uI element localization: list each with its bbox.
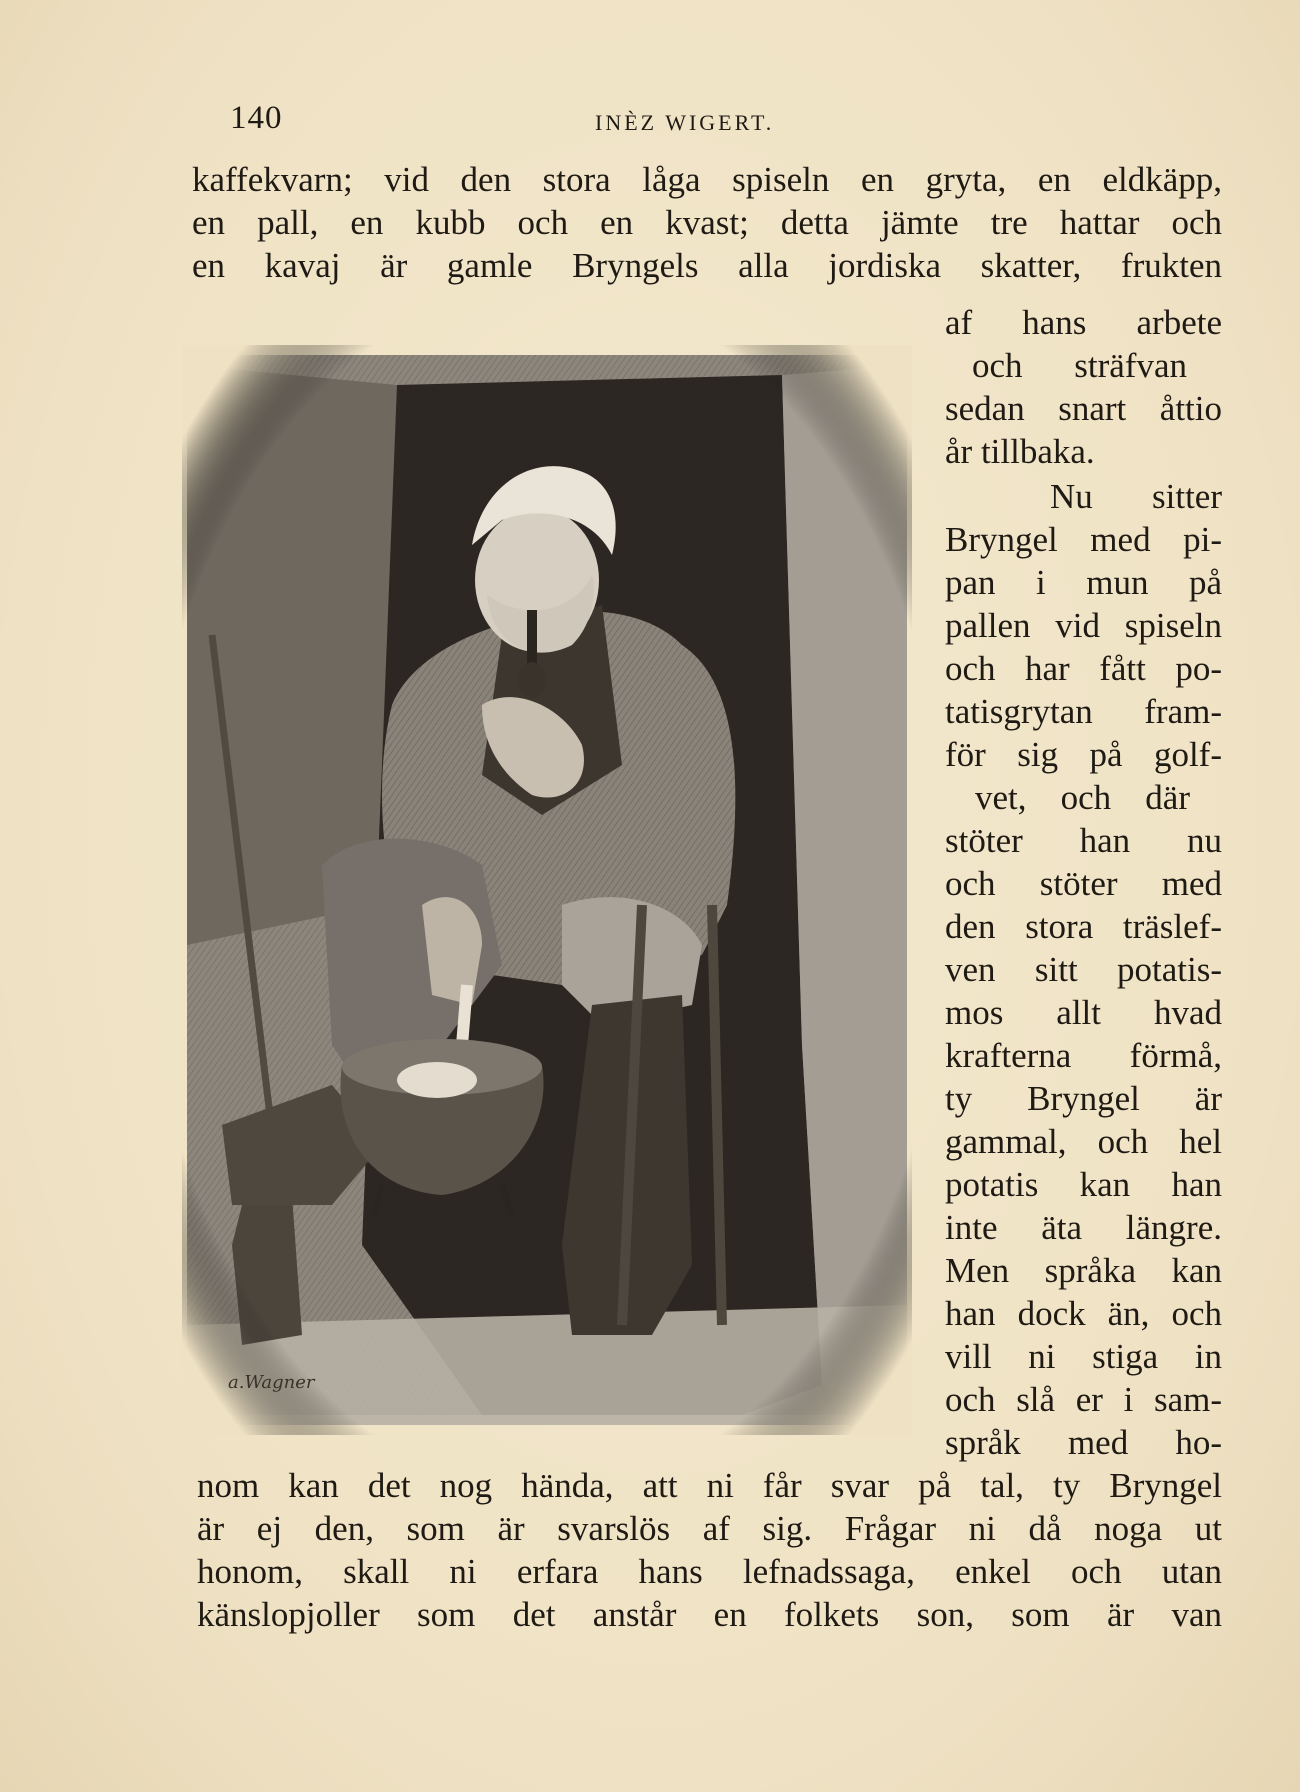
- side-text-line: stöter han nu: [945, 821, 1222, 860]
- side-text-line: ven sitt potatis-: [945, 950, 1222, 989]
- side-text-line: pan i mun på: [945, 563, 1222, 602]
- text-line: nom kan det nog hända, att ni får svar på tal, ty Bryngel: [197, 1466, 1222, 1505]
- side-text-line: och sträfvan: [972, 346, 1187, 385]
- text-line: är ej den, som är svarslös af sig. Frågar ni då noga ut: [197, 1509, 1222, 1548]
- side-text-line: gammal, och hel: [945, 1122, 1222, 1161]
- side-text-line: och har fått po-: [945, 649, 1222, 688]
- side-text-line: vill ni stiga in: [945, 1337, 1222, 1376]
- side-text-line: af hans arbete: [945, 303, 1222, 342]
- text-line: kaffekvarn; vid den stora låga spiseln en gryta, en eldkäpp,: [192, 160, 1222, 199]
- artist-signature: a.Wagner: [228, 1372, 315, 1393]
- page-number: 140: [230, 100, 283, 136]
- side-text-line: inte äta längre.: [945, 1208, 1222, 1247]
- side-text-line: mos allt hvad: [945, 993, 1222, 1032]
- text-line: känslopjoller som det anstår en folkets son, som är van: [197, 1595, 1222, 1634]
- text-line: en pall, en kubb och en kvast; detta jämte tre hattar och: [192, 203, 1222, 242]
- side-text-line: potatis kan han: [945, 1165, 1222, 1204]
- side-text-line: Bryngel med pi-: [945, 520, 1222, 559]
- side-text-line: Men språka kan: [945, 1251, 1222, 1290]
- side-text-line: ty Bryngel är: [945, 1079, 1222, 1118]
- side-text-line: för sig på golf-: [945, 735, 1222, 774]
- text-line: en kavaj är gamle Bryngels alla jordiska skatter, frukten: [192, 246, 1222, 285]
- running-head: INÈZ WIGERT.: [595, 110, 775, 135]
- engraving-illustration: [182, 345, 912, 1435]
- side-text-line: krafterna förmå,: [945, 1036, 1222, 1075]
- side-text-line: och slå er i sam-: [945, 1380, 1222, 1419]
- side-text-line: pallen vid spiseln: [945, 606, 1222, 645]
- side-text-line: Nu sitter: [1050, 477, 1222, 516]
- side-text-line: den stora träslef-: [945, 907, 1222, 946]
- side-text-line: och stöter med: [945, 864, 1222, 903]
- side-text-line: språk med ho-: [945, 1423, 1222, 1462]
- side-text-line: vet, och där: [975, 778, 1190, 817]
- page-header: [230, 100, 1220, 140]
- side-text-line: tatisgrytan fram-: [945, 692, 1222, 731]
- side-text-line: sedan snart åttio: [945, 389, 1222, 428]
- side-text-line: år tillbaka.: [945, 432, 1095, 471]
- text-line: honom, skall ni erfara hans lefnadssaga, enkel och utan: [197, 1552, 1222, 1591]
- side-text-line: han dock än, och: [945, 1294, 1222, 1333]
